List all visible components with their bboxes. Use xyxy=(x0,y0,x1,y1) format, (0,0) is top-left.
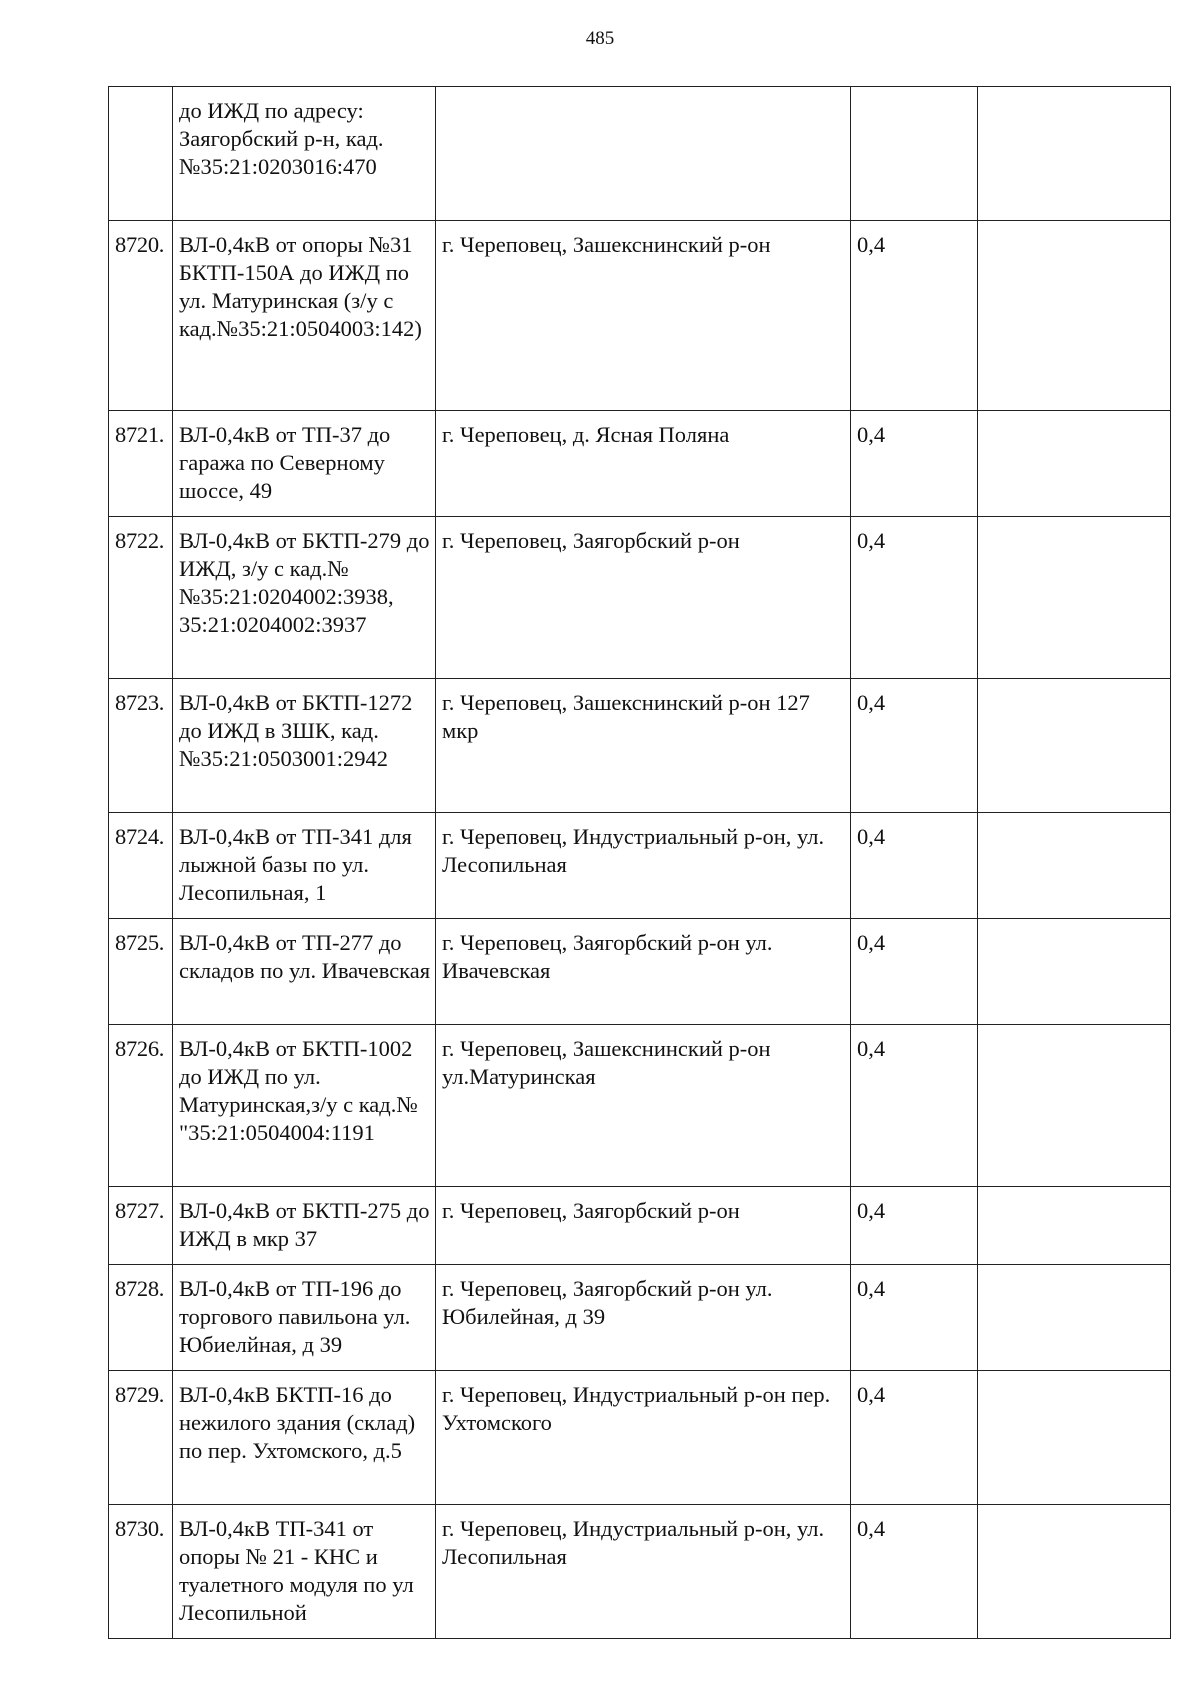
extra-cell xyxy=(978,87,1171,221)
extra-cell xyxy=(978,1265,1171,1371)
row-number: 8725. xyxy=(109,919,173,1025)
line-name: ВЛ-0,4кВ ТП-341 от опоры № 21 - КНС и туалетного модуля по ул Лесопильной xyxy=(173,1505,436,1639)
line-address: г. Череповец, Заягорбский р-он ул. Ивачевская xyxy=(436,919,851,1025)
line-name: ВЛ-0,4кВ от ТП-341 для лыжной базы по ул. Лесопильная, 1 xyxy=(173,813,436,919)
row-number: 8730. xyxy=(109,1505,173,1639)
extra-cell xyxy=(978,1505,1171,1639)
voltage-value: 0,4 xyxy=(851,1265,978,1371)
line-name: ВЛ-0,4кВ БКТП-16 до нежилого здания (склад) по пер. Ухтомского, д.5 xyxy=(173,1371,436,1505)
voltage-value: 0,4 xyxy=(851,919,978,1025)
extra-cell xyxy=(978,679,1171,813)
table-row xyxy=(109,87,1171,221)
table-row xyxy=(109,1187,1171,1265)
row-number: 8721. xyxy=(109,411,173,517)
extra-cell xyxy=(978,1371,1171,1505)
table-row xyxy=(109,813,1171,919)
line-address: г. Череповец, Заягорбский р-он xyxy=(436,517,851,679)
voltage-value: 0,4 xyxy=(851,1371,978,1505)
page-number: 485 xyxy=(585,28,615,49)
extra-cell xyxy=(978,1025,1171,1187)
extra-cell xyxy=(978,1187,1171,1265)
row-number: 8728. xyxy=(109,1265,173,1371)
table-row xyxy=(109,1025,1171,1187)
voltage-value: 0,4 xyxy=(851,1025,978,1187)
table-row xyxy=(109,411,1171,517)
line-name: ВЛ-0,4кВ от БКТП-1272 до ИЖД в ЗШК, кад.№35:21:0503001:2942 xyxy=(173,679,436,813)
row-number xyxy=(109,87,173,221)
line-name: ВЛ-0,4кВ от ТП-37 до гаража по Северному шоссе, 49 xyxy=(173,411,436,517)
voltage-value: 0,4 xyxy=(851,679,978,813)
voltage-value: 0,4 xyxy=(851,221,978,411)
voltage-value: 0,4 xyxy=(851,411,978,517)
line-address: г. Череповец, Индустриальный р-он, ул. Лесопильная xyxy=(436,813,851,919)
line-name: ВЛ-0,4кВ от БКТП-1002 до ИЖД по ул. Матуринская,з/у с кад.№ "35:21:0504004:1191 xyxy=(173,1025,436,1187)
row-number: 8724. xyxy=(109,813,173,919)
line-address: г. Череповец, Заягорбский р-он xyxy=(436,1187,851,1265)
voltage-value: 0,4 xyxy=(851,813,978,919)
row-number: 8722. xyxy=(109,517,173,679)
registry-table xyxy=(108,86,1171,1639)
extra-cell xyxy=(978,919,1171,1025)
table-row xyxy=(109,517,1171,679)
table-row xyxy=(109,1505,1171,1639)
line-address xyxy=(436,87,851,221)
table-row xyxy=(109,919,1171,1025)
line-address: г. Череповец, Зашекснинский р-он ул.Матуринская xyxy=(436,1025,851,1187)
line-address: г. Череповец, Индустриальный р-он пер. Ухтомского xyxy=(436,1371,851,1505)
line-name: ВЛ-0,4кВ от БКТП-279 до ИЖД, з/у с кад.№№35:21:0204002:3938, 35:21:0204002:3937 xyxy=(173,517,436,679)
extra-cell xyxy=(978,813,1171,919)
line-address: г. Череповец, Зашекснинский р-он xyxy=(436,221,851,411)
voltage-value: 0,4 xyxy=(851,1505,978,1639)
line-name: ВЛ-0,4кВ от ТП-277 до складов по ул. Ивачевская xyxy=(173,919,436,1025)
line-name: ВЛ-0,4кВ от БКТП-275 до ИЖД в мкр 37 xyxy=(173,1187,436,1265)
table-row xyxy=(109,1265,1171,1371)
line-address: г. Череповец, д. Ясная Поляна xyxy=(436,411,851,517)
row-number: 8729. xyxy=(109,1371,173,1505)
line-address: г. Череповец, Зашекснинский р-он 127 мкр xyxy=(436,679,851,813)
row-number: 8727. xyxy=(109,1187,173,1265)
row-number: 8726. xyxy=(109,1025,173,1187)
table-row xyxy=(109,679,1171,813)
row-number: 8720. xyxy=(109,221,173,411)
line-address: г. Череповец, Заягорбский р-он ул. Юбилейная, д 39 xyxy=(436,1265,851,1371)
line-name: ВЛ-0,4кВ от ТП-196 до торгового павильона ул. Юбиелйная, д 39 xyxy=(173,1265,436,1371)
line-address: г. Череповец, Индустриальный р-он, ул. Лесопильная xyxy=(436,1505,851,1639)
line-name: ВЛ-0,4кВ от опоры №31 БКТП-150А до ИЖД по ул. Матуринская (з/у с кад.№35:21:0504003:142) xyxy=(173,221,436,411)
table-row xyxy=(109,221,1171,411)
extra-cell xyxy=(978,517,1171,679)
extra-cell xyxy=(978,221,1171,411)
voltage-value: 0,4 xyxy=(851,517,978,679)
line-name: до ИЖД по адресу: Заягорбский р-н, кад.№35:21:0203016:470 xyxy=(173,87,436,221)
extra-cell xyxy=(978,411,1171,517)
voltage-value: 0,4 xyxy=(851,1187,978,1265)
table-row xyxy=(109,1371,1171,1505)
voltage-value xyxy=(851,87,978,221)
row-number: 8723. xyxy=(109,679,173,813)
